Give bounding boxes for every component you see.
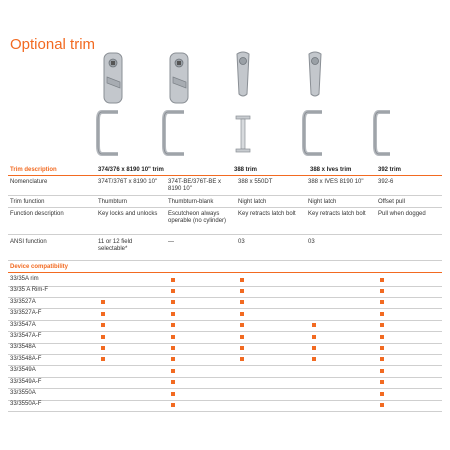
compatibility-mark <box>171 392 175 396</box>
divider <box>8 354 442 355</box>
row-label: Trim function <box>10 199 45 205</box>
table-cell: — <box>168 239 174 245</box>
table-cell: Key retracts latch bolt <box>308 211 366 217</box>
compatibility-mark <box>312 357 316 361</box>
compatibility-mark <box>171 346 175 350</box>
compatibility-mark <box>101 323 105 327</box>
compatibility-mark <box>240 335 244 339</box>
table-cell: Pull when dogged <box>378 211 426 217</box>
device-row-label: 33/35A rim <box>10 276 39 282</box>
compatibility-mark <box>101 335 105 339</box>
divider <box>8 400 442 401</box>
compatibility-mark <box>380 392 384 396</box>
compatibility-mark <box>240 278 244 282</box>
compatibility-mark <box>380 312 384 316</box>
compatibility-mark <box>380 346 384 350</box>
compatibility-mark <box>380 289 384 293</box>
compatibility-mark <box>171 380 175 384</box>
divider <box>8 343 442 344</box>
table-cell: Offset pull <box>378 199 405 205</box>
device-compatibility-label: Device compatibility <box>10 264 69 270</box>
divider <box>8 308 442 309</box>
trim-374-blank-illustration <box>160 50 200 165</box>
divider <box>8 195 442 196</box>
divider <box>8 207 442 208</box>
compatibility-mark <box>171 403 175 407</box>
divider <box>8 377 442 378</box>
device-row-label: 33/3549A-F <box>10 378 42 385</box>
device-row-label: 33/3549A <box>10 367 36 374</box>
compatibility-mark <box>171 312 175 316</box>
compatibility-mark <box>171 278 175 282</box>
divider <box>8 175 442 176</box>
table-cell: Thumbturn <box>98 199 128 205</box>
compatibility-mark <box>240 300 244 304</box>
table-cell: 388 x 550DT <box>238 179 273 185</box>
trim-388-ives-illustration <box>300 50 330 165</box>
trim-392-illustration <box>370 50 398 165</box>
device-row-label: 33/3548A-F <box>10 355 42 362</box>
table-cell: Key retracts latch bolt <box>238 211 296 217</box>
table-cell: 374T/376T x 8190 10" <box>98 179 158 185</box>
divider <box>8 388 442 389</box>
compatibility-mark <box>240 289 244 293</box>
table-cell: Key locks and unlocks <box>98 211 158 217</box>
divider <box>8 272 442 273</box>
table-cell: Night latch <box>308 199 337 205</box>
compatibility-mark <box>380 403 384 407</box>
compatibility-mark <box>101 300 105 304</box>
compatibility-mark <box>312 323 316 327</box>
compatibility-mark <box>240 323 244 327</box>
device-row-label: 33/3527A <box>10 298 36 305</box>
compatibility-mark <box>312 346 316 350</box>
device-row-label: 33/35 A Rim-F <box>10 287 49 294</box>
device-row-label: 33/3527A-F <box>10 310 42 317</box>
compatibility-mark <box>171 369 175 373</box>
device-row-label: 33/3547A <box>10 321 36 328</box>
table-cell: 03 <box>238 239 245 245</box>
compatibility-mark <box>312 335 316 339</box>
table-cell: 392-6 <box>378 179 394 185</box>
compatibility-mark <box>380 369 384 373</box>
compatibility-mark <box>240 357 244 361</box>
compatibility-mark <box>171 289 175 293</box>
table-cell: 374T-BE/376T-BE x 8190 10" <box>168 179 222 192</box>
divider <box>8 234 442 235</box>
compatibility-mark <box>171 300 175 304</box>
compatibility-mark <box>380 300 384 304</box>
compatibility-mark <box>380 323 384 327</box>
compatibility-mark <box>171 335 175 339</box>
column-header: 374/376 x 8190 10" trim <box>98 167 164 173</box>
page-title: Optional trim <box>10 36 96 53</box>
compatibility-mark <box>380 278 384 282</box>
divider <box>8 331 442 332</box>
device-row-label: 33/3550A <box>10 390 36 396</box>
divider <box>8 365 442 366</box>
column-header: 392 trim <box>378 167 402 173</box>
compatibility-mark <box>101 357 105 361</box>
table-cell: Escutcheon always operable (no cylinder) <box>168 211 227 224</box>
compatibility-mark <box>240 312 244 316</box>
compatibility-mark <box>171 323 175 327</box>
divider <box>8 260 442 261</box>
table-cell: Thumbturn-blank <box>168 199 214 205</box>
table-cell: 11 or 12 field selectable* <box>98 239 133 252</box>
compatibility-mark <box>101 346 105 350</box>
table-cell: 388 x IVES 8190 10" <box>308 179 364 185</box>
row-label: Nomenclature <box>10 179 48 185</box>
device-row-label: 33/3547A-F <box>10 333 42 339</box>
table-cell: Night latch <box>238 199 267 205</box>
trim-374-illustration <box>94 50 134 165</box>
divider <box>8 320 442 321</box>
compatibility-mark <box>380 335 384 339</box>
column-header: 388 trim <box>234 167 258 173</box>
compatibility-mark <box>240 346 244 350</box>
trim-description-label: Trim description <box>10 167 57 173</box>
compatibility-mark <box>101 312 105 316</box>
compatibility-mark <box>380 357 384 361</box>
compatibility-mark <box>380 380 384 384</box>
row-label: Function description <box>10 211 64 217</box>
divider <box>8 411 442 412</box>
divider <box>8 286 442 287</box>
divider <box>8 297 442 298</box>
table-cell: 03 <box>308 239 315 245</box>
device-row-label: 33/3548A <box>10 344 36 351</box>
row-label: ANSI function <box>10 239 47 245</box>
device-row-label: 33/3550A-F <box>10 401 42 408</box>
column-header: 388 x Ives trim <box>310 167 352 173</box>
compatibility-mark <box>171 357 175 361</box>
trim-388-illustration <box>228 50 258 165</box>
